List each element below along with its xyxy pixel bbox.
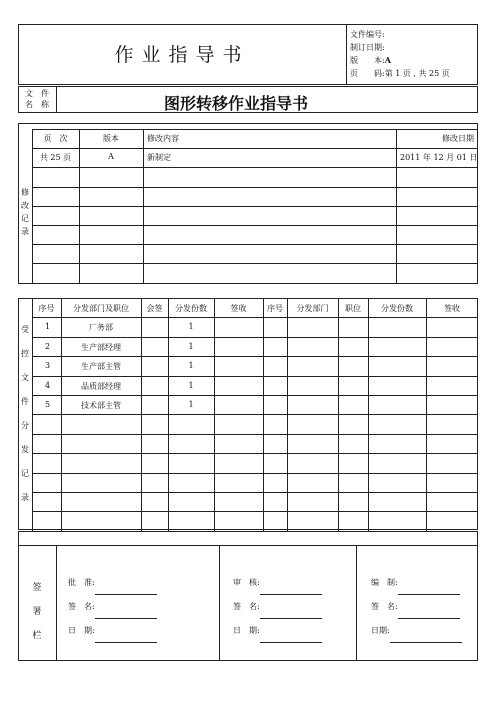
review-date-field[interactable]	[260, 633, 322, 643]
distribution-copies: 1	[188, 341, 194, 351]
distribution-row-number: 3	[45, 361, 51, 371]
revision-col-line	[32, 129, 33, 283]
prepare-date-label: 日期:	[371, 626, 390, 635]
revision-cell: A	[108, 152, 114, 162]
distribution-row-line	[32, 317, 478, 318]
distribution-side-label	[18, 318, 32, 510]
distribution-side-char: 件	[21, 397, 29, 406]
prepare-field[interactable]	[398, 585, 460, 595]
signature-side-char: 署	[32, 607, 42, 617]
revision-header-cell: 修改内容	[147, 134, 179, 143]
review-column	[233, 571, 322, 643]
distribution-row-number: 2	[45, 341, 51, 351]
approve-field[interactable]	[95, 585, 157, 595]
distribution-col-line	[287, 298, 288, 531]
file-name-label	[18, 88, 56, 110]
revision-side-char: 改	[21, 201, 29, 210]
distribution-header-right: 序号	[267, 304, 283, 313]
signature-divider	[356, 545, 357, 661]
revision-col-line	[143, 129, 144, 283]
document-type-title: 作业指导书	[114, 44, 250, 66]
distribution-header-right: 职位	[345, 304, 361, 313]
revision-col-line	[79, 129, 80, 283]
revision-record-box	[18, 123, 478, 284]
file-number-row	[350, 28, 450, 41]
distribution-row-number: 1	[45, 322, 51, 332]
signature-side-char: 栏	[32, 631, 42, 641]
issue-date-row	[350, 41, 450, 54]
revision-row-line	[32, 129, 478, 130]
distribution-col-line	[338, 298, 339, 531]
distribution-header-left: 会签	[146, 304, 163, 313]
distribution-col-line	[168, 298, 169, 531]
revision-row-line	[32, 263, 478, 264]
distribution-row-line	[32, 376, 478, 377]
distribution-row-line	[32, 453, 478, 454]
approve-date-label: 日 期:	[68, 626, 95, 635]
page-number-row	[350, 67, 450, 80]
distribution-copies: 1	[188, 322, 194, 332]
distribution-col-line	[214, 298, 215, 531]
distribution-side-char: 控	[21, 349, 29, 358]
file-number-label: 文件编号:	[350, 30, 385, 39]
signature-divider	[219, 545, 220, 661]
distribution-dept: 生产部经理	[81, 342, 121, 352]
distribution-copies: 1	[188, 361, 194, 371]
distribution-header-left: 签收	[230, 304, 247, 313]
version-label: 版 本:	[350, 56, 385, 65]
review-sign-label: 签 名:	[233, 602, 260, 611]
distribution-header-right: 签收	[444, 304, 460, 313]
review-field[interactable]	[260, 585, 322, 595]
distribution-side-char: 发	[21, 445, 29, 454]
distribution-row-line	[32, 434, 478, 435]
distribution-row-number: 4	[45, 380, 51, 390]
distribution-header-right: 分发份数	[381, 304, 413, 313]
distribution-header-left: 分发份数	[175, 304, 207, 313]
distribution-col-line	[141, 298, 142, 531]
file-name-label-line1: 文 件	[25, 89, 49, 98]
distribution-dept: 厂务部	[89, 323, 113, 333]
distribution-row-line	[32, 356, 478, 357]
page-number-label: 页 码:	[350, 69, 385, 78]
distribution-copies: 1	[188, 400, 194, 409]
revision-side-char: 修	[21, 188, 29, 197]
prepare-column	[371, 571, 462, 643]
revision-row-line	[32, 225, 478, 226]
signature-top-line	[18, 545, 478, 546]
approve-sign-field[interactable]	[95, 609, 157, 619]
distribution-side-char: 分	[21, 421, 29, 430]
revision-header-cell: 修改日期	[442, 134, 474, 143]
version-value: A	[384, 55, 391, 65]
file-name-value: 图形转移作业指导书	[163, 94, 308, 113]
distribution-row-line	[32, 395, 478, 396]
approval-column	[68, 571, 157, 643]
review-date-label: 日 期:	[233, 626, 260, 635]
approve-sign-label: 签 名:	[68, 602, 95, 611]
signature-side-char: 签	[32, 583, 42, 593]
revision-cell: 共 25 页	[39, 153, 72, 163]
revision-row-line	[32, 206, 478, 207]
distribution-dept: 技术部主管	[81, 401, 121, 410]
distribution-header-left: 序号	[38, 304, 55, 313]
distribution-dept: 品质部经理	[81, 381, 121, 391]
header-divider	[346, 24, 347, 85]
prepare-sign-field[interactable]	[398, 609, 460, 619]
revision-row-line	[32, 148, 478, 149]
approve-date-field[interactable]	[95, 633, 157, 643]
prepare-date-field[interactable]	[390, 633, 462, 643]
revision-header-cell: 版本	[103, 134, 119, 143]
header-info-list	[350, 28, 450, 80]
review-label: 审 核:	[233, 578, 260, 587]
prepare-sign-label: 签 名:	[371, 602, 398, 611]
distribution-side-char: 记	[21, 469, 29, 478]
revision-row-line	[32, 167, 478, 168]
revision-col-line	[396, 129, 397, 283]
revision-cell: 2011 年 12 月 01 日	[400, 153, 478, 163]
distribution-col-line	[368, 298, 369, 531]
signature-side-label	[18, 576, 56, 648]
version-row	[350, 54, 450, 67]
distribution-header-right: 分发部门	[296, 304, 329, 313]
distribution-row-line	[32, 414, 478, 415]
distribution-dept: 生产部主管	[81, 362, 121, 372]
distribution-row-line	[32, 511, 478, 512]
revision-side-char: 记	[21, 214, 29, 223]
revision-row-line	[32, 244, 478, 245]
approve-label: 批 准:	[68, 578, 95, 587]
page-number-value: 第 1 页 , 共 25 页	[384, 69, 450, 78]
issue-date-label: 制订日期:	[350, 43, 385, 52]
revision-header-cell: 页 次	[43, 134, 68, 143]
distribution-side-char: 文	[21, 373, 29, 382]
revision-cell: 新制定	[147, 153, 171, 163]
revision-side-char: 录	[21, 227, 29, 236]
distribution-row-line	[32, 492, 478, 493]
file-name-label-line2: 名 称	[25, 100, 49, 109]
distribution-row-line	[32, 337, 478, 338]
prepare-label: 编 制:	[371, 578, 398, 587]
review-sign-field[interactable]	[260, 609, 322, 619]
distribution-col-line	[32, 298, 33, 531]
distribution-copies: 1	[188, 380, 194, 390]
revision-row-line	[32, 283, 478, 284]
distribution-side-char: 受	[21, 325, 29, 334]
distribution-col-line	[263, 298, 264, 531]
distribution-side-char: 录	[21, 493, 29, 502]
revision-side-label	[18, 186, 32, 238]
signature-divider	[56, 545, 57, 661]
revision-row-line	[32, 187, 478, 188]
distribution-col-line	[426, 298, 427, 531]
distribution-header-left: 分发部门及职位	[73, 304, 129, 313]
distribution-row-line	[32, 473, 478, 474]
distribution-row-number: 5	[45, 400, 51, 409]
